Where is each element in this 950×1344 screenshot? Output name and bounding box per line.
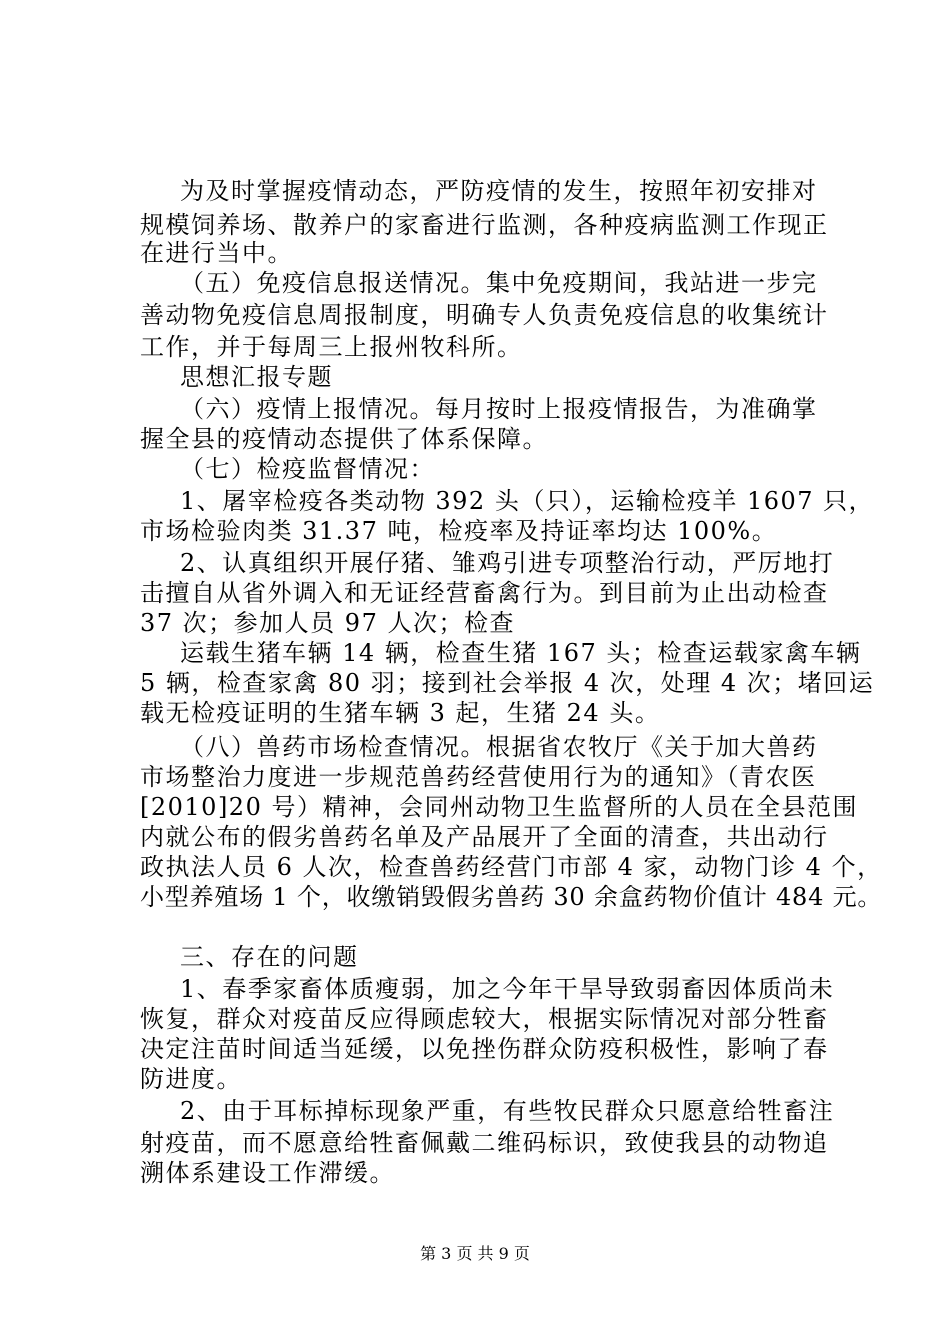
text-line: 小型养殖场 1 个，收缴销毁假劣兽药 30 余盒药物价值计 484 元。 xyxy=(140,883,883,911)
section-heading: 三、存在的问题 xyxy=(180,943,359,971)
text-line: 防进度。 xyxy=(140,1065,242,1093)
text-line: 载无检疫证明的生猪车辆 3 起，生猪 24 头。 xyxy=(140,699,661,727)
text-line: 善动物免疫信息周报制度，明确专人负责免疫信息的收集统计 xyxy=(140,301,829,329)
page-footer: 第 3 页 共 9 页 xyxy=(420,1244,530,1263)
text-line: 1、屠宰检疫各类动物 392 头（只），运输检疫羊 1607 只， xyxy=(180,487,875,515)
text-line: 击擅自从省外调入和无证经营畜禽行为。到目前为止出动检查 xyxy=(140,579,829,607)
text-line: 5 辆，检查家禽 80 羽；接到社会举报 4 次，处理 4 次；堵回运 xyxy=(140,669,875,697)
text-line: [2010]20 号）精神，会同州动物卫生监督所的人员在全县范围 xyxy=(140,793,858,821)
text-line: 市场检验肉类 31.37 吨，检疫率及持证率均达 100%。 xyxy=(140,517,778,545)
text-line: 政执法人员 6 人次，检查兽药经营门市部 4 家，动物门诊 4 个， xyxy=(140,853,883,881)
text-line: 37 次；参加人员 97 人次；检查 xyxy=(140,609,515,637)
text-line: （八）兽药市场检查情况。根据省农牧厅《关于加大兽药 xyxy=(180,733,818,761)
text-line: 溯体系建设工作滞缓。 xyxy=(140,1159,395,1187)
text-line: 内就公布的假劣兽药名单及产品展开了全面的清查，共出动行 xyxy=(140,823,829,851)
text-line: 决定注苗时间适当延缓，以免挫伤群众防疫积极性，影响了春 xyxy=(140,1035,829,1063)
text-line: 握全县的疫情动态提供了体系保障。 xyxy=(140,425,548,453)
text-line: 规模饲养场、散养户的家畜进行监测，各种疫病监测工作现正 xyxy=(140,211,829,239)
text-line: 运载生猪车辆 14 辆，检查生猪 167 头；检查运载家禽车辆 xyxy=(180,639,862,667)
text-line: 市场整治力度进一步规范兽药经营使用行为的通知》（青农医 xyxy=(140,763,817,791)
section-heading: 思想汇报专题 xyxy=(180,363,333,391)
text-line: （六）疫情上报情况。每月按时上报疫情报告，为准确掌 xyxy=(180,395,818,423)
text-line: 工作，并于每周三上报州牧科所。 xyxy=(140,333,523,361)
text-line: 射疫苗，而不愿意给牲畜佩戴二维码标识，致使我县的动物追 xyxy=(140,1129,829,1157)
text-line: 2、由于耳标掉标现象严重，有些牧民群众只愿意给牲畜注 xyxy=(180,1097,835,1125)
text-line: 2、认真组织开展仔猪、雏鸡引进专项整治行动，严厉地打 xyxy=(180,549,835,577)
text-line: 1、春季家畜体质瘦弱，加之今年干旱导致弱畜因体质尚未 xyxy=(180,975,835,1003)
text-line: 恢复，群众对疫苗反应得顾虑较大，根据实际情况对部分牲畜 xyxy=(140,1005,829,1033)
text-line: （七）检疫监督情况： xyxy=(180,455,435,483)
text-line: （五）免疫信息报送情况。集中免疫期间，我站进一步完 xyxy=(180,269,818,297)
text-line: 为及时掌握疫情动态，严防疫情的发生，按照年初安排对 xyxy=(180,177,818,205)
text-line: 在进行当中。 xyxy=(140,239,293,267)
